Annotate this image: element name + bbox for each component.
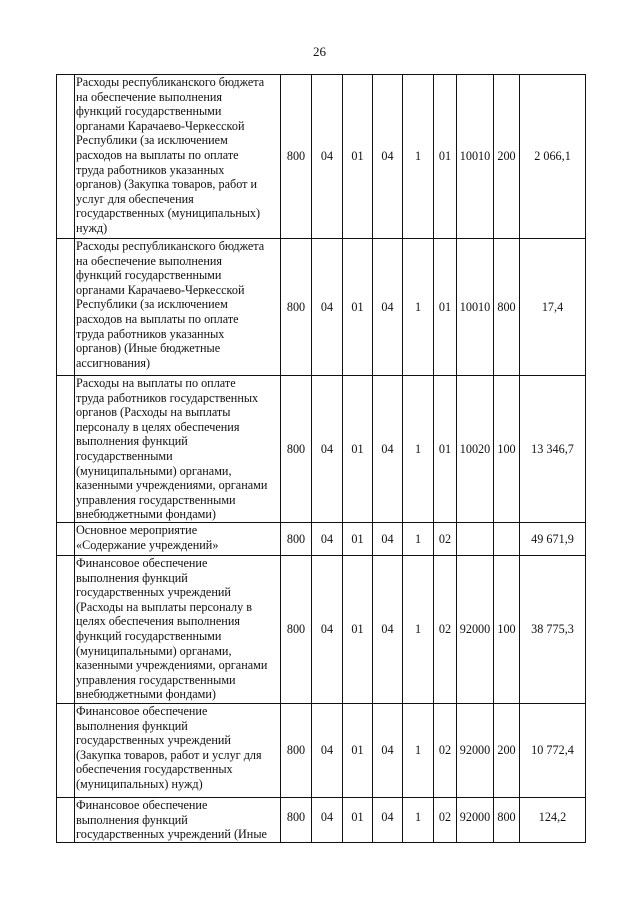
table-row	[57, 798, 586, 843]
ministry-code-cell: 800	[281, 75, 312, 239]
section-code-cell: 04	[312, 556, 343, 704]
table-row	[57, 239, 586, 376]
description-line: государственных учреждений	[76, 733, 231, 748]
subprogram-code-cell: 1	[403, 376, 434, 523]
description-line: обеспечения государственных	[76, 762, 233, 777]
description-line: на обеспечение выполнения	[76, 89, 222, 104]
description-line: государственных учреждений	[76, 585, 231, 600]
description-cell	[75, 376, 281, 523]
subprogram-code-cell: 1	[403, 75, 434, 239]
description-line: (муниципальными) органами,	[76, 463, 232, 478]
direction-code-cell: 92000	[457, 798, 494, 843]
blank-margin-cell	[57, 798, 75, 843]
description-line: функций государственными	[76, 104, 222, 119]
description-line: Расходы республиканского бюджета	[76, 239, 265, 253]
subprogram-code-cell: 1	[403, 239, 434, 376]
description-cell	[75, 704, 281, 798]
description-line: государственными	[76, 448, 173, 463]
description-line: Расходы республиканского бюджета	[76, 75, 265, 89]
event-code-cell: 02	[434, 798, 457, 843]
description-line: нужд)	[76, 220, 108, 235]
description-line: функций государственными	[76, 628, 222, 643]
program-code-cell: 04	[373, 556, 403, 704]
event-code-cell: 01	[434, 75, 457, 239]
event-code-cell: 02	[434, 556, 457, 704]
subsection-code-cell: 01	[343, 376, 373, 523]
amount-cell: 2 066,1	[520, 75, 586, 239]
description-cell	[75, 798, 281, 843]
amount-cell: 10 772,4	[520, 704, 586, 798]
blank-margin-cell	[57, 376, 75, 523]
description-line: Расходы на выплаты по оплате	[76, 376, 236, 390]
event-code-cell: 01	[434, 239, 457, 376]
amount-cell: 49 671,9	[520, 523, 586, 556]
section-code-cell: 04	[312, 523, 343, 556]
description-line: «Содержание учреждений»	[76, 537, 219, 552]
subprogram-code-cell: 1	[403, 798, 434, 843]
section-code-cell: 04	[312, 376, 343, 523]
subprogram-code-cell: 1	[403, 704, 434, 798]
subsection-code-cell: 01	[343, 798, 373, 843]
subsection-code-cell: 01	[343, 239, 373, 376]
description-line: целях обеспечения выполнения	[76, 614, 240, 629]
ministry-code-cell: 800	[281, 523, 312, 556]
description-line: Финансовое обеспечение	[76, 704, 208, 718]
description-line: расходов на выплаты по оплате	[76, 147, 239, 162]
blank-margin-cell	[57, 704, 75, 798]
description-line: Республики (за исключением	[76, 297, 228, 312]
direction-code-cell: 10020	[457, 376, 494, 523]
description-line: (муниципальных) нужд)	[76, 776, 203, 791]
program-code-cell: 04	[373, 523, 403, 556]
ministry-code-cell: 800	[281, 556, 312, 704]
ministry-code-cell: 800	[281, 376, 312, 523]
subprogram-code-cell: 1	[403, 523, 434, 556]
program-code-cell: 04	[373, 75, 403, 239]
table-row	[57, 523, 586, 556]
description-cell	[75, 75, 281, 239]
program-code-cell: 04	[373, 798, 403, 843]
subprogram-code-cell: 1	[403, 556, 434, 704]
description-line: органов (Расходы на выплаты	[76, 405, 231, 420]
description-line: казенными учреждениями, органами	[76, 658, 268, 673]
description-line: выполнения функций	[76, 434, 188, 449]
table-row	[57, 75, 586, 239]
expense-type-cell: 200	[494, 75, 520, 239]
description-line: органами Карачаево-Черкесской	[76, 282, 245, 297]
expense-type-cell	[494, 523, 520, 556]
table-row	[57, 556, 586, 704]
description-cell	[75, 239, 281, 376]
event-code-cell: 01	[434, 376, 457, 523]
description-line: внебюджетными фондами)	[76, 507, 216, 522]
description-line: Основное мероприятие	[76, 523, 198, 537]
blank-margin-cell	[57, 556, 75, 704]
page-number: 26	[313, 44, 326, 59]
subsection-code-cell: 01	[343, 556, 373, 704]
direction-code-cell: 92000	[457, 704, 494, 798]
description-line: управления государственными	[76, 672, 236, 687]
blank-margin-cell	[57, 75, 75, 239]
description-cell	[75, 523, 281, 556]
description-line: выполнения функций	[76, 812, 188, 827]
table-row	[57, 704, 586, 798]
description-line: государственных (муниципальных)	[76, 206, 261, 221]
description-line: выполнения функций	[76, 570, 188, 585]
direction-code-cell: 10010	[457, 239, 494, 376]
description-line: функций государственными	[76, 268, 222, 283]
description-line: (муниципальными) органами,	[76, 643, 232, 658]
section-code-cell: 04	[312, 239, 343, 376]
table-row	[57, 376, 586, 523]
event-code-cell: 02	[434, 523, 457, 556]
description-line: управления государственными	[76, 492, 236, 507]
subsection-code-cell: 01	[343, 75, 373, 239]
direction-code-cell	[457, 523, 494, 556]
expense-type-cell: 100	[494, 556, 520, 704]
description-cell	[75, 556, 281, 704]
section-code-cell: 04	[312, 704, 343, 798]
section-code-cell: 04	[312, 798, 343, 843]
description-line: труда работников указанных	[76, 162, 225, 177]
amount-cell: 38 775,3	[520, 556, 586, 704]
description-line: Финансовое обеспечение	[76, 798, 208, 812]
amount-cell: 13 346,7	[520, 376, 586, 523]
description-line: персоналу в целях обеспечения	[76, 419, 240, 434]
program-code-cell: 04	[373, 704, 403, 798]
description-line: (Закупка товаров, работ и услуг для	[76, 747, 262, 762]
blank-margin-cell	[57, 239, 75, 376]
description-line: внебюджетными фондами)	[76, 687, 216, 702]
amount-cell: 17,4	[520, 239, 586, 376]
expense-type-cell: 800	[494, 798, 520, 843]
blank-margin-cell	[57, 523, 75, 556]
description-line: на обеспечение выполнения	[76, 253, 222, 268]
amount-cell: 124,2	[520, 798, 586, 843]
description-line: труда работников государственных	[76, 390, 259, 405]
expense-type-cell: 100	[494, 376, 520, 523]
ministry-code-cell: 800	[281, 239, 312, 376]
subsection-code-cell: 01	[343, 704, 373, 798]
description-line: расходов на выплаты по оплате	[76, 311, 239, 326]
description-line: выполнения функций	[76, 718, 188, 733]
program-code-cell: 04	[373, 376, 403, 523]
event-code-cell: 02	[434, 704, 457, 798]
description-line: Республики (за исключением	[76, 133, 228, 148]
direction-code-cell: 10010	[457, 75, 494, 239]
description-line: Финансовое обеспечение	[76, 556, 208, 570]
description-line: государственных учреждений (Иные	[76, 827, 267, 842]
description-line: (Расходы на выплаты персоналу в	[76, 599, 253, 614]
expense-type-cell: 200	[494, 704, 520, 798]
ministry-code-cell: 800	[281, 704, 312, 798]
budget-table	[56, 74, 586, 843]
description-line: труда работников указанных	[76, 326, 225, 341]
subsection-code-cell: 01	[343, 523, 373, 556]
description-line: услуг для обеспечения	[76, 191, 194, 206]
description-line: казенными учреждениями, органами	[76, 478, 268, 493]
description-line: органов) (Иные бюджетные	[76, 341, 221, 356]
description-line: органами Карачаево-Черкесской	[76, 118, 245, 133]
ministry-code-cell: 800	[281, 798, 312, 843]
direction-code-cell: 92000	[457, 556, 494, 704]
expense-type-cell: 800	[494, 239, 520, 376]
section-code-cell: 04	[312, 75, 343, 239]
description-line: органов) (Закупка товаров, работ и	[76, 177, 258, 192]
description-line: ассигнования)	[76, 355, 151, 370]
program-code-cell: 04	[373, 239, 403, 376]
